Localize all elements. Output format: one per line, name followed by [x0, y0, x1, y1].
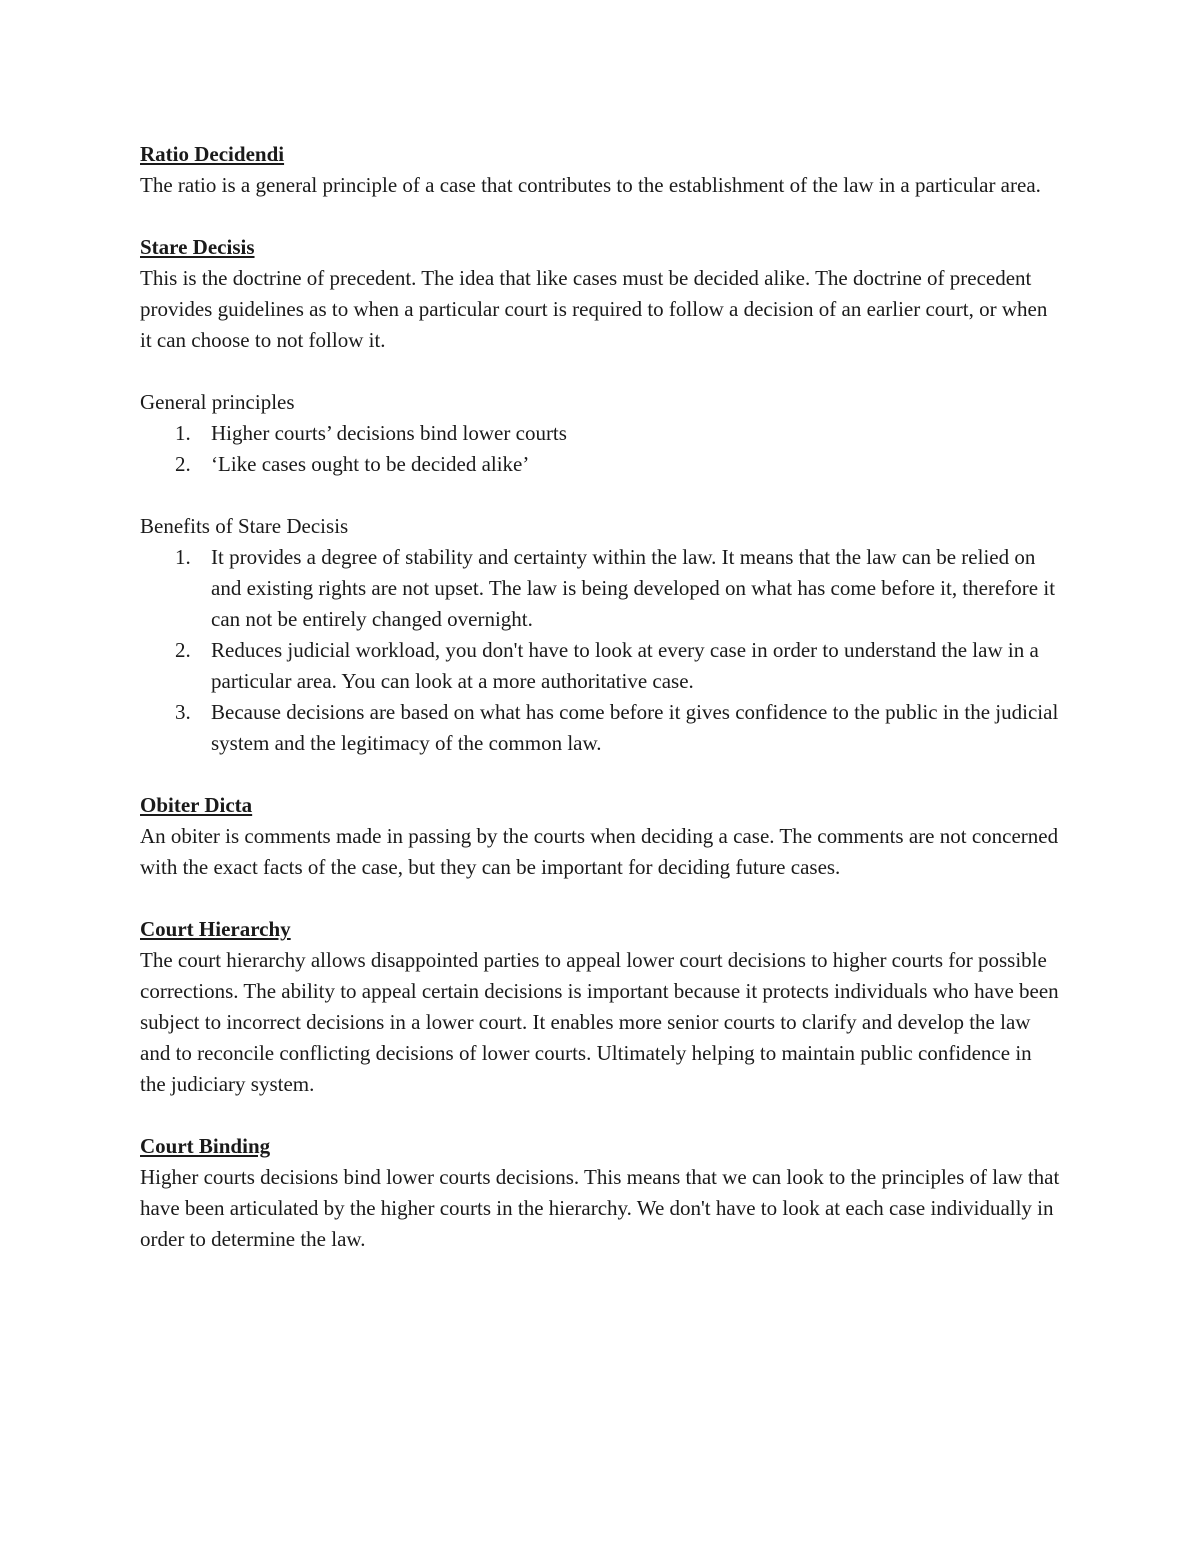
section-title-obiter-dicta: Obiter Dicta	[140, 793, 253, 817]
section-title-court-binding: Court Binding	[140, 1134, 271, 1158]
section-title-stare-decisis: Stare Decisis	[140, 235, 255, 259]
paragraph-ratio-decidendi: The ratio is a general principle of a case that contributes to the establishment of the law in a particular area.	[140, 173, 1041, 197]
spacer	[140, 480, 1060, 511]
spacer	[140, 356, 1060, 387]
list-number: 1.	[175, 421, 191, 445]
paragraph-obiter-dicta: An obiter is comments made in passing by the courts when deciding a case. The comments are not concerned with the exact facts of the case, but they can be important for deciding future cases.	[140, 824, 1059, 879]
paragraph-stare-decisis: This is the doctrine of precedent. The idea that like cases must be decided alike. The doctrine of precedent provides guidelines as to when a particular court is required to follow a decision of an earlier court, or when it can choose to not follow it.	[140, 266, 1048, 352]
list-item	[140, 418, 1060, 449]
list-item-text: ‘Like cases ought to be decided alike’	[211, 452, 530, 476]
list-item	[140, 697, 1060, 759]
list-item	[140, 449, 1060, 480]
paragraph-court-binding: Higher courts decisions bind lower courts decisions. This means that we can look to the principles of law that have been articulated by the higher courts in the hierarchy. We don't have to look at each case individually in order to determine the law.	[140, 1165, 1060, 1251]
list-item-text: Higher courts’ decisions bind lower courts	[211, 421, 567, 445]
list-number: 2.	[175, 638, 191, 662]
section-title-court-hierarchy: Court Hierarchy	[140, 917, 291, 941]
list-number: 1.	[175, 545, 191, 569]
list-benefits	[140, 542, 1060, 759]
spacer	[140, 883, 1060, 914]
document-page	[140, 139, 1060, 1255]
spacer	[140, 201, 1060, 232]
list-item-text: It provides a degree of stability and certainty within the law. It means that the law can be relied on and existing rights are not upset. The law is being developed on what has come before it, therefore it can not be entirely changed overnight.	[211, 545, 1056, 631]
list-number: 3.	[175, 700, 191, 724]
list-item-text: Reduces judicial workload, you don't have to look at every case in order to understand the law in a particular area. You can look at a more authoritative case.	[211, 638, 1039, 693]
spacer	[140, 759, 1060, 790]
subheading-general-principles: General principles	[140, 390, 295, 414]
spacer	[140, 1100, 1060, 1131]
list-item-text: Because decisions are based on what has come before it gives confidence to the public in the judicial system and the legitimacy of the common law.	[211, 700, 1059, 755]
subheading-benefits: Benefits of Stare Decisis	[140, 514, 349, 538]
list-general-principles	[140, 418, 1060, 480]
list-item	[140, 635, 1060, 697]
paragraph-court-hierarchy: The court hierarchy allows disappointed parties to appeal lower court decisions to higher courts for possible corrections. The ability to appeal certain decisions is important because it protects individuals who have been subject to incorrect decisions in a lower court. It enables more senior courts to clarify and develop the law and to reconcile conflicting decisions of lower courts. Ultimately helping to maintain public confidence in the judiciary system.	[140, 948, 1059, 1096]
list-number: 2.	[175, 452, 191, 476]
section-title-ratio-decidendi: Ratio Decidendi	[140, 142, 285, 166]
list-item	[140, 542, 1060, 635]
